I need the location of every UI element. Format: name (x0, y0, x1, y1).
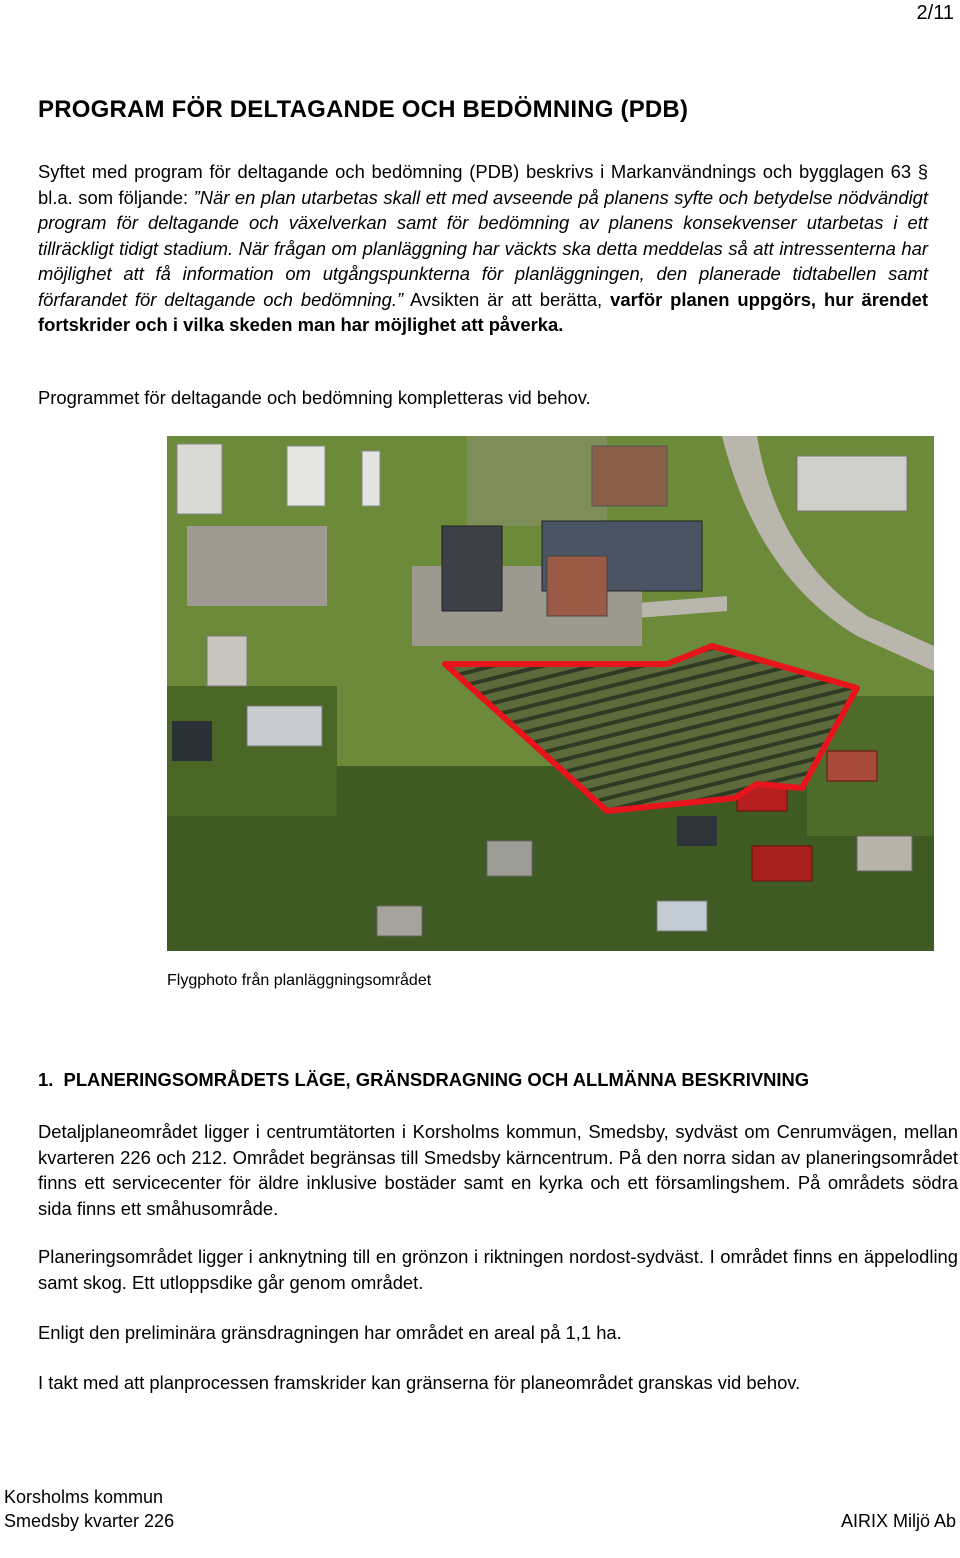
house-row (187, 526, 327, 606)
footer-municipality: Korsholms kommun (4, 1487, 164, 1507)
page-number: 2/11 (916, 2, 954, 24)
intro-middle: Avsikten är att berätta, (403, 288, 611, 310)
section-1-paragraph-3: Enligt den preliminära gränsdragningen har området en areal på 1,1 ha. (38, 1322, 622, 1343)
intro-lead: Syftet med program för deltagande och bedömning (PDB) beskrivs i Markanvändnings och bygglagen 63 § bl.a. som följande: (38, 161, 928, 208)
section-1-paragraph-1: Detaljplaneområdet ligger i centrumtätorten i Korsholms kommun, Smedsby, sydväst om Cenrumvägen, mellan kvarteren 226 och 212. Området begränsas till Smedsby kärncentrum. På den norra sidan av planeringsområdet finns ett servicecenter för äldre inklusive bostäder samt en kyrka och ett församlingshem. På områdets södra sida finns ett småhusområde. (38, 1121, 958, 1219)
aerial-photo (167, 436, 934, 951)
building (857, 836, 912, 871)
building (247, 706, 322, 746)
building (547, 556, 607, 616)
building (797, 456, 907, 511)
footer-block: Smedsby kvarter 226 (4, 1511, 175, 1531)
building (207, 636, 247, 686)
building (377, 906, 422, 936)
building (752, 846, 812, 881)
law-quote: ”När en plan utarbetas skall ett med avseende på planens syfte och betydelse nödvändigt program för deltagande och växelverkan samt för bedömning av planens konsekvenser utarbetas i ett tillräckligt tidigt stadium. När frågan om planläggning har väckts ska detta meddelas så att intressenterna har möjlighet att få information om utgångspunkterna för planläggningen, den planerade tidtabellen samt förfarandet för deltagande och bedömning.” (38, 186, 928, 310)
footer-left (4, 1485, 174, 1533)
section-1-paragraph-4: I takt med att planprocessen framskrider kan gränserna för planeområdet granskas vid behov. (38, 1372, 801, 1393)
building (287, 446, 325, 506)
section-1-heading: 1. PLANERINGSOMRÅDETS LÄGE, GRÄNSDRAGNING OCH ALLMÄNNA BESKRIVNING (38, 1069, 810, 1090)
intro-paragraph (38, 159, 928, 338)
section-1-paragraph-2: Planeringsområdet ligger i anknytning till en grönzon i riktningen nordost-sydväst. I området finns en äppelodling samt skog. Ett utloppsdike går genom området. (38, 1246, 958, 1293)
building (172, 721, 212, 761)
building (177, 444, 222, 514)
building (677, 816, 717, 846)
photo-caption: Flygphoto från planläggningsområdet (167, 972, 432, 989)
building (657, 901, 707, 931)
footer-company: AIRIX Miljö Ab (840, 1511, 956, 1531)
supplement-paragraph: Programmet för deltagande och bedömning kompletteras vid behov. (38, 387, 591, 408)
intro-bold: varför planen uppgörs, hur ärendet fortskrider och i vilka skeden man har möjlighet att påverka. (38, 288, 928, 335)
building (592, 446, 667, 506)
building (487, 841, 532, 876)
building (362, 451, 380, 506)
lawn-area (467, 436, 607, 526)
building (827, 751, 877, 781)
building (442, 526, 502, 611)
page-title: PROGRAM FÖR DELTAGANDE OCH BEDÖMNING (PDB) (38, 96, 689, 123)
